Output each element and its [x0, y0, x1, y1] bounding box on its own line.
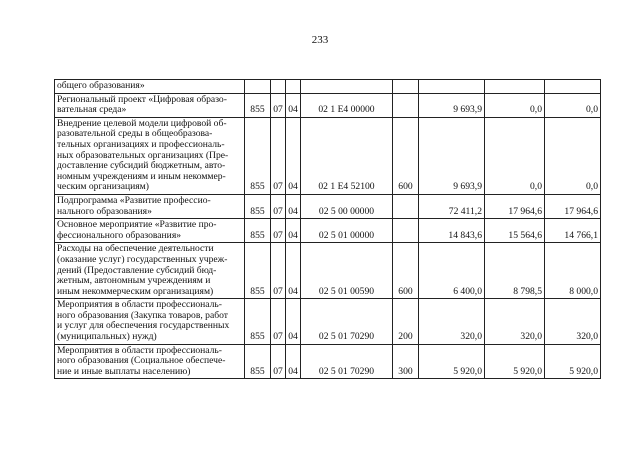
description-line: ного образования (Закупка товаров, работ [57, 309, 228, 321]
table-row [55, 117, 601, 194]
cell-amount-1: 9 693,9 [419, 93, 485, 117]
description-line: фессионального образования» [57, 229, 182, 241]
cell-target-article: 02 1 E4 52100 [301, 117, 393, 194]
description-line: ного образования (Социальное обеспече- [57, 355, 226, 367]
cell-grbs: 855 [245, 344, 271, 379]
description-line: вательная среда» [57, 104, 127, 116]
description-line: ние и иные выплаты населению) [57, 365, 191, 377]
cell-expense-type: 300 [393, 344, 419, 379]
cell-section: 07 [271, 344, 286, 379]
cell-target-article: 02 5 01 00000 [301, 219, 393, 243]
cell-amount-3: 5 920,0 [545, 344, 601, 379]
description-line: разовательной среды в общеобразова- [57, 128, 213, 140]
cell-description [55, 243, 245, 299]
cell-grbs [245, 80, 271, 94]
cell-grbs: 855 [245, 299, 271, 344]
table-row [55, 93, 601, 117]
cell-grbs: 855 [245, 117, 271, 194]
cell-expense-type [393, 93, 419, 117]
description-line: (муниципальных) нужд) [57, 331, 157, 343]
description-line: дений (Предоставление субсидий бюд- [57, 264, 217, 276]
cell-amount-2: 15 564,6 [485, 219, 545, 243]
description-line: и услуг для обеспечения государственных [57, 320, 230, 332]
cell-amount-3: 0,0 [545, 117, 601, 194]
cell-section: 07 [271, 299, 286, 344]
description-line: иным некоммерческим организациям) [57, 285, 214, 297]
page-number: 233 [311, 34, 329, 46]
cell-section: 07 [271, 93, 286, 117]
cell-amount-3: 14 766,1 [545, 219, 601, 243]
cell-subsection: 04 [286, 299, 301, 344]
cell-subsection: 04 [286, 117, 301, 194]
table-row [55, 243, 601, 299]
cell-amount-1: 320,0 [419, 299, 485, 344]
description-line: общего образования» [57, 80, 145, 91]
cell-expense-type: 600 [393, 243, 419, 299]
description-line: Мероприятия в области профессиональ- [57, 299, 222, 311]
cell-target-article [301, 80, 393, 94]
cell-amount-3: 0,0 [545, 93, 601, 117]
table-row [55, 194, 601, 218]
budget-table [54, 79, 601, 379]
description-line: тельных организациях и профессиональ- [57, 138, 225, 150]
cell-expense-type [393, 194, 419, 218]
cell-target-article: 02 5 01 70290 [301, 299, 393, 344]
cell-description [55, 219, 245, 243]
description-line: (оказание услуг) государственных учреж- [57, 253, 228, 265]
cell-subsection [286, 80, 301, 94]
cell-subsection: 04 [286, 219, 301, 243]
cell-amount-3: 320,0 [545, 299, 601, 344]
cell-subsection: 04 [286, 93, 301, 117]
description-line: Подпрограмма «Развитие профессио- [57, 194, 211, 206]
cell-amount-1: 5 920,0 [419, 344, 485, 379]
cell-amount-2: 5 920,0 [485, 344, 545, 379]
table-row [55, 299, 601, 344]
cell-section [271, 80, 286, 94]
cell-amount-2: 17 964,6 [485, 194, 545, 218]
cell-amount-2 [485, 80, 545, 94]
table-row [55, 344, 601, 379]
cell-amount-1: 9 693,9 [419, 117, 485, 194]
description-line: нального образования» [57, 205, 152, 217]
cell-expense-type [393, 80, 419, 94]
cell-amount-3: 8 000,0 [545, 243, 601, 299]
description-line: Расходы на обеспечение деятельности [57, 243, 214, 255]
cell-target-article: 02 5 00 00000 [301, 194, 393, 218]
cell-amount-1: 6 400,0 [419, 243, 485, 299]
description-line: ческим организациям) [57, 181, 149, 193]
cell-amount-2: 320,0 [485, 299, 545, 344]
cell-expense-type: 600 [393, 117, 419, 194]
description-line: доставление субсидий бюджетным, авто- [57, 160, 226, 172]
cell-amount-1: 72 411,2 [419, 194, 485, 218]
cell-amount-2: 8 798,5 [485, 243, 545, 299]
description-line: жетным, автономным учреждениям и [57, 275, 211, 287]
cell-section: 07 [271, 117, 286, 194]
cell-amount-2: 0,0 [485, 117, 545, 194]
description-line: номным учреждениям и иным некоммер- [57, 170, 226, 182]
cell-description [55, 80, 245, 94]
cell-subsection: 04 [286, 243, 301, 299]
table-row [55, 80, 601, 94]
cell-description [55, 299, 245, 344]
cell-amount-3: 17 964,6 [545, 194, 601, 218]
cell-section: 07 [271, 243, 286, 299]
cell-section: 07 [271, 194, 286, 218]
cell-grbs: 855 [245, 219, 271, 243]
cell-subsection: 04 [286, 194, 301, 218]
cell-description [55, 117, 245, 194]
table-row [55, 219, 601, 243]
description-line: Мероприятия в области профессиональ- [57, 344, 222, 356]
cell-amount-1: 14 843,6 [419, 219, 485, 243]
cell-grbs: 855 [245, 194, 271, 218]
cell-section: 07 [271, 219, 286, 243]
cell-amount-1 [419, 80, 485, 94]
description-line: ных образовательных организациях (Пре- [57, 149, 229, 161]
cell-description [55, 194, 245, 218]
cell-target-article: 02 5 01 00590 [301, 243, 393, 299]
cell-description [55, 93, 245, 117]
cell-amount-3 [545, 80, 601, 94]
cell-grbs: 855 [245, 93, 271, 117]
cell-subsection: 04 [286, 344, 301, 379]
description-line: Внедрение целевой модели цифровой об- [57, 117, 227, 129]
cell-grbs: 855 [245, 243, 271, 299]
cell-target-article: 02 1 E4 00000 [301, 93, 393, 117]
cell-amount-2: 0,0 [485, 93, 545, 117]
description-line: Региональный проект «Цифровая образо- [57, 93, 227, 105]
cell-description [55, 344, 245, 379]
description-line: Основное мероприятие «Развитие про- [57, 219, 217, 231]
table-body [55, 80, 601, 379]
cell-expense-type [393, 219, 419, 243]
cell-expense-type: 200 [393, 299, 419, 344]
cell-target-article: 02 5 01 70290 [301, 344, 393, 379]
